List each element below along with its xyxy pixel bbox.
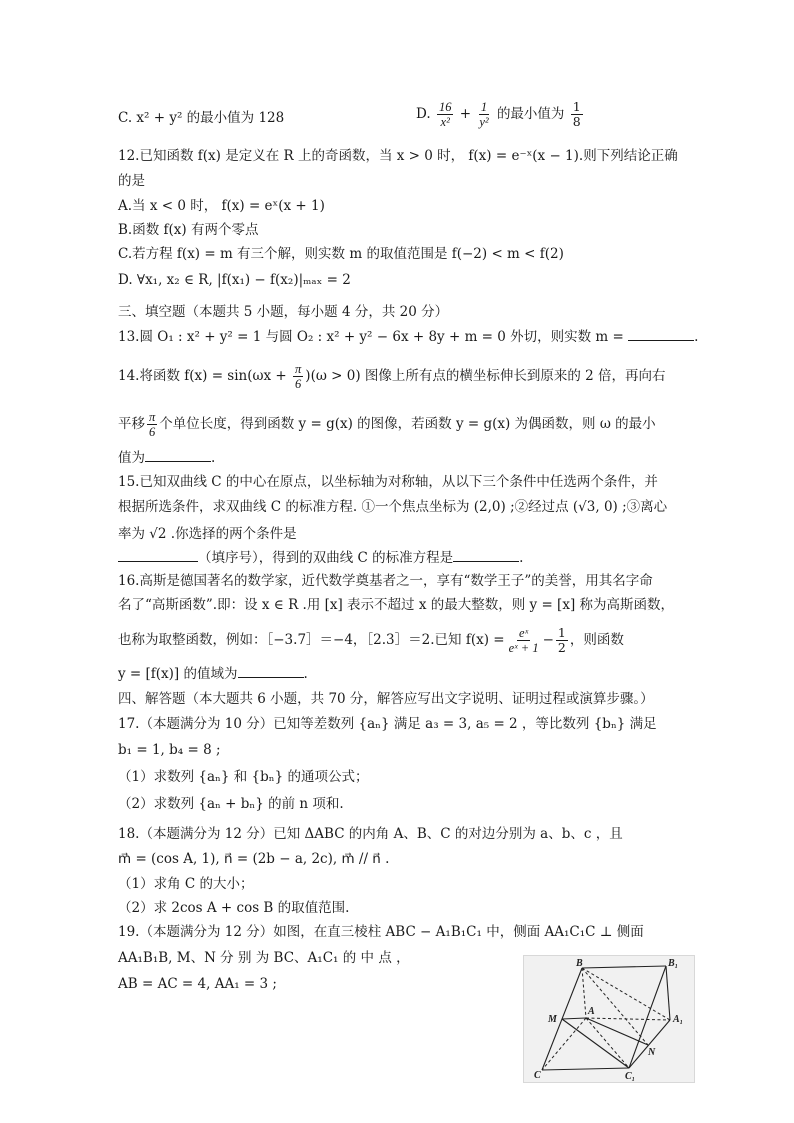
- label-c: C: [534, 1070, 541, 1081]
- frac-denominator: 8: [572, 114, 581, 129]
- q18-line1: 18.（本题满分为 12 分）已知 ΔABC 的内角 A、B、C 的对边分别为 a、b、c ，且: [118, 826, 623, 842]
- edge-a1-c1: [629, 1020, 670, 1068]
- q12-option-d: D. ∀x₁, x₂ ∈ R, |f(x₁) − f(x₂)|ₘₐₓ = 2: [118, 272, 351, 288]
- q15-line1: 15.已知双曲线 C 的中心在原点，以坐标轴为对称轴，从以下三个条件中任选两个条件，并: [118, 474, 658, 490]
- section3-title: 三、填空题（本题共 5 小题，每小题 4 分，共 20 分）: [118, 304, 449, 320]
- label-a: A: [588, 1006, 595, 1017]
- frac-denominator: 2: [557, 640, 566, 655]
- q16-line4-text: y = [f(x)] 的值域为: [118, 666, 238, 682]
- edge-b1-a1: [666, 966, 670, 1020]
- q17-line2: b₁ = 1, b₄ = 8 ;: [118, 742, 221, 758]
- q15-line4-middle: （填序号），得到的双曲线 C 的标准方程是: [198, 550, 454, 566]
- q18-part1: （1）求角 C 的大小；: [118, 876, 254, 892]
- q13-text: 13.圆 O₁ : x² + y² = 1 与圆 O₂ : x² + y² − 6x + 8y + m = 0 外切，则实数 m = .: [118, 329, 699, 345]
- q11-option-d-fraction-3: [571, 100, 583, 129]
- segment-m-c1: [562, 1019, 629, 1068]
- q15-line4: （填序号），得到的双曲线 C 的标准方程是 .: [118, 548, 678, 568]
- edge-c-c1: [542, 1068, 629, 1070]
- q12-option-b: B.函数 f(x) 有两个零点: [118, 222, 259, 238]
- q14-answer-blank[interactable]: [145, 448, 211, 462]
- q11-option-d-fraction-2: [477, 100, 490, 129]
- q14-line3-text: 值为: [118, 450, 145, 466]
- q11-option-d-fraction-1: [437, 100, 454, 129]
- frac-denominator: y²: [479, 115, 489, 129]
- label-b1: B₁: [668, 958, 679, 969]
- q15-choice-blank[interactable]: [118, 548, 198, 562]
- q14-line2-suffix: 个单位长度，得到函数 y = g(x) 的图像，若函数 y = g(x) 为偶函数，则 ω 的最小: [159, 416, 656, 432]
- q19-line3: AB = AC = 4, AA₁ = 3 ;: [118, 976, 277, 992]
- frac-numerator: eˣ: [519, 626, 529, 640]
- frac-numerator: 1: [557, 625, 566, 640]
- diag-b-a1-hidden: [582, 968, 670, 1020]
- edge-a-c-hidden: [542, 1018, 586, 1070]
- frac-denominator: 6: [295, 377, 302, 391]
- q14-line3: 值为 .: [118, 450, 216, 466]
- frac-numerator: 1: [572, 99, 581, 114]
- q14-line1-prefix: 14.将函数 f(x) = sin(ωx +: [118, 368, 292, 384]
- q16-line3-suffix: ，则函数: [569, 632, 624, 648]
- q17-line1: 17.（本题满分为 10 分）已知等差数列 {aₙ} 满足 a₃ = 3, a₅ = 2 ，等比数列 {bₙ} 满足: [118, 716, 657, 732]
- q11-option-d-mid: 的最小值为: [496, 106, 565, 122]
- q16-line3: [118, 626, 678, 655]
- frac-numerator: 1: [480, 100, 488, 114]
- q14-line1-fraction: [293, 362, 303, 391]
- segment-m-a-solid: [562, 1018, 586, 1019]
- label-a1: A₁: [673, 1014, 684, 1025]
- label-b: B: [576, 958, 583, 969]
- label-c1: C₁: [625, 1071, 636, 1082]
- q18-line2: m⃗ = (cos A, 1), n⃗ = (2b − a, 2c), m⃗ // n⃗ .: [118, 851, 390, 867]
- plus-sign: +: [459, 106, 472, 122]
- prism-figure: [523, 955, 695, 1083]
- q17-part2: （2）求数列 {aₙ + bₙ} 的前 n 项和.: [118, 796, 344, 812]
- q14-line2: [118, 410, 678, 439]
- q12-stem-line1: 12.已知函数 f(x) 是定义在 R 上的奇函数，当 x > 0 时， f(x) = e⁻ˣ(x − 1).则下列结论正确: [118, 148, 678, 164]
- frac-numerator: π: [149, 410, 156, 424]
- edge-b-b1: [582, 966, 666, 968]
- q11-option-d-prefix: D.: [416, 106, 431, 122]
- segment-a-n: [586, 1018, 648, 1045]
- frac-denominator: 6: [149, 425, 156, 439]
- q16-line2: 名了“高斯函数”.即：设 x ∈ R .用 [x] 表示不超过 x 的最大整数，则 y = [x] 称为高斯函数，: [118, 597, 674, 613]
- q16-line1: 16.高斯是德国著名的数学家，近代数学奠基者之一，享有“数学王子”的美誉，用其名字命: [118, 573, 653, 589]
- q12-option-c: C.若方程 f(x) = m 有三个解，则实数 m 的取值范围是 f(−2) < m < f(2): [118, 246, 564, 262]
- q17-part1: （1）求数列 {aₙ} 和 {bₙ} 的通项公式；: [118, 769, 369, 785]
- q12-option-a: A.当 x < 0 时， f(x) = eˣ(x + 1): [118, 198, 325, 214]
- q15-line3: 率为 √2 .你选择的两个条件是: [118, 526, 297, 542]
- frac-denominator: eˣ + 1: [508, 641, 539, 655]
- prism-diagram: [524, 956, 694, 1082]
- q15-equation-blank[interactable]: [453, 548, 519, 562]
- section4-title: 四、解答题（本大题共 6 小题，共 70 分，解答应写出文字说明、证明过程或演算步骤。）: [118, 691, 654, 707]
- edge-a-a1-hidden: [586, 1018, 670, 1020]
- q13-answer-blank[interactable]: [628, 327, 694, 341]
- minus-sign: −: [542, 632, 554, 648]
- q16-line3-fraction-1: [507, 626, 541, 655]
- edge-b-a-hidden: [582, 968, 586, 1018]
- diag-a-c1-hidden: [586, 1018, 629, 1068]
- q11-option-d: [416, 100, 585, 129]
- q14-line1-suffix: )(ω > 0) 图像上所有点的横坐标伸长到原来的 2 倍，再向右: [305, 368, 666, 384]
- frac-numerator: π: [295, 362, 302, 376]
- q11-option-c: C. x² + y² 的最小值为 128: [118, 110, 285, 126]
- q14-line1: [118, 362, 678, 391]
- label-m: M: [548, 1014, 557, 1025]
- q19-line2: AA₁B₁B, M、N 分 别 为 BC、A₁C₁ 的 中 点 ，: [118, 950, 410, 966]
- q16-line4: y = [f(x)] 的值域为 .: [118, 666, 308, 682]
- q16-line3-prefix: 也称为取整函数，例如：［−3.7］＝−4，［2.3］＝2.已知 f(x) =: [118, 632, 505, 648]
- q13-text-body: 13.圆 O₁ : x² + y² = 1 与圆 O₂ : x² + y² − 6x + 8y + m = 0 外切，则实数 m =: [118, 329, 629, 345]
- label-n: N: [648, 1047, 656, 1058]
- frac-denominator: x²: [440, 115, 450, 129]
- q12-stem-line2: 的是: [118, 173, 145, 189]
- q14-line2-prefix: 平移: [118, 416, 145, 432]
- q18-part2: （2）求 2cos A + cos B 的取值范围.: [118, 900, 350, 916]
- q16-answer-blank[interactable]: [238, 664, 304, 678]
- q16-line3-fraction-2: [556, 626, 568, 655]
- q19-line1: 19.（本题满分为 12 分）如图，在直三棱柱 ABC − A₁B₁C₁ 中，侧面 AA₁C₁C ⊥ 侧面: [118, 924, 644, 940]
- q15-line2: 根据所选条件，求双曲线 C 的标准方程. ①一个焦点坐标为 (2,0) ;②经过点 (√3, 0) ;③离心: [118, 499, 668, 515]
- q14-line2-fraction: [147, 410, 157, 439]
- frac-numerator: 16: [438, 100, 452, 114]
